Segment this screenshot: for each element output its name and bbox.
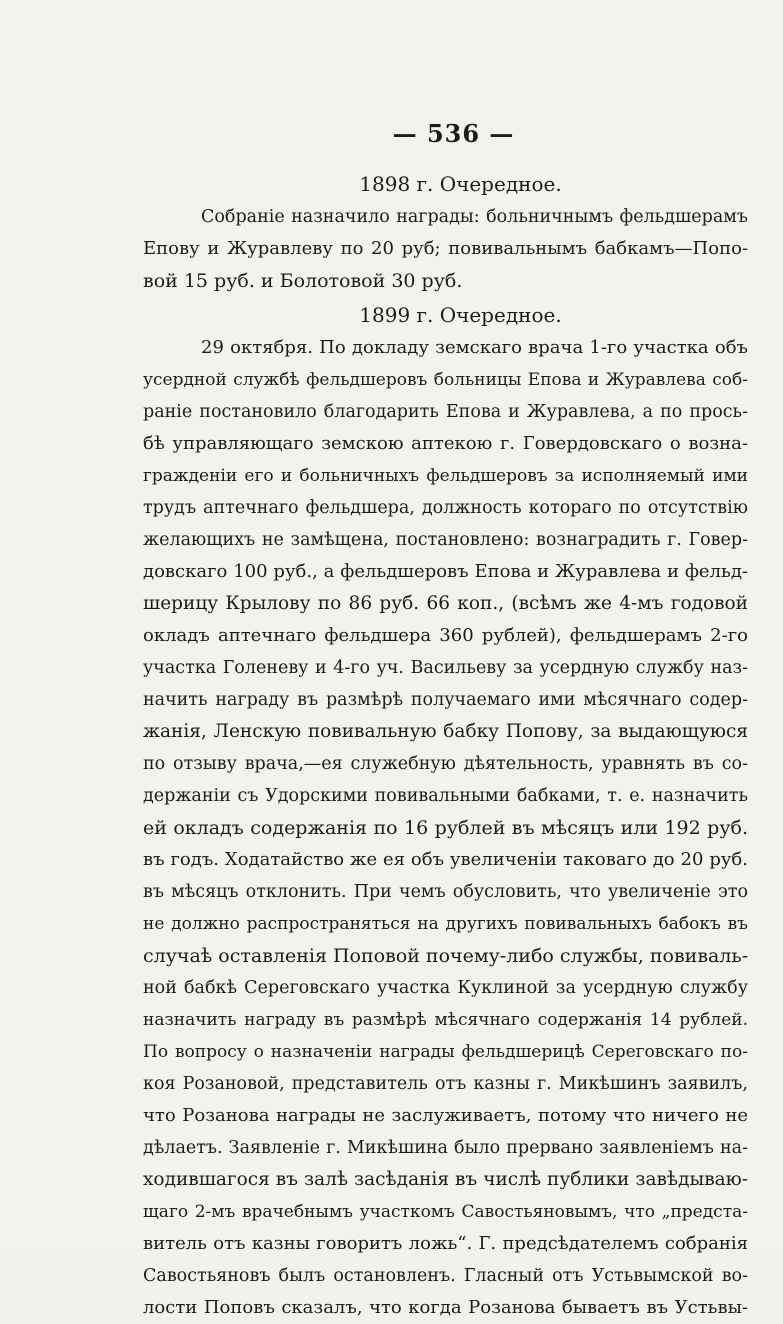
text-line: случаѣ оставленія Поповой почему-либо службы, повиваль- bbox=[143, 945, 748, 967]
text-line: лости Поповъ сказалъ, что когда Розанова бываетъ въ Устьвы- bbox=[143, 1297, 748, 1318]
text-line: коя Розановой, представитель отъ казны г. Микѣшинъ заявилъ, bbox=[143, 1074, 748, 1094]
text-line: жанія, Ленскую повивальную бабку Попову, за выдающуюся bbox=[143, 721, 748, 742]
text-line: Собраніе назначило награды: больничнымъ фельдшерамъ bbox=[201, 207, 748, 227]
page-number: — 536 — bbox=[392, 119, 515, 148]
text-line: дѣлаетъ. Заявленіе г. Микѣшина было прервано заявленіемъ на- bbox=[143, 1138, 748, 1158]
section-1898 bbox=[143, 168, 748, 297]
text-line: Савостьяновъ былъ остановленъ. Гласный отъ Устьвымской во- bbox=[143, 1266, 748, 1286]
section-heading: 1898 г. Очередное. bbox=[359, 172, 562, 196]
text-line: По вопросу о назначеніи награды фельдшерицѣ Сереговскаго по- bbox=[143, 1042, 748, 1062]
text-line: назначить награду въ размѣрѣ мѣсячнаго содержанія 14 рублей. bbox=[143, 1010, 748, 1030]
text-block bbox=[143, 168, 748, 1324]
text-line: 29 октября. По докладу земскаго врача 1-го участка объ bbox=[201, 337, 748, 358]
text-line: начить награду въ размѣрѣ получаемаго ими мѣсячнаго содер- bbox=[143, 690, 748, 710]
text-line: щаго 2-мъ врачебнымъ участкомъ Савостьяновымъ, что „предста- bbox=[143, 1202, 748, 1222]
text-line: трудъ аптечнаго фельдшера, должность котораго по отсутствію bbox=[143, 498, 748, 518]
text-line: держаніи съ Удорскими повивальными бабками, т. е. назначить bbox=[143, 786, 748, 806]
text-line: окладъ аптечнаго фельдшера 360 рублей), фельдшерамъ 2-го bbox=[143, 625, 748, 646]
text-line: усердной службѣ фельдшеровъ больницы Епова и Журавлева соб- bbox=[143, 370, 748, 390]
text-line: ной бабкѣ Сереговскаго участка Куклиной за усердную службу bbox=[143, 978, 748, 998]
text-line: Епову и Журавлеву по 20 руб; повивальнымъ бабкамъ—Попо- bbox=[143, 238, 748, 259]
text-line: довскаго 100 руб., а фельдшеровъ Епова и Журавлева и фельд- bbox=[143, 561, 748, 582]
text-line: по отзыву врача,—ея служебную дѣятельность, уравнять въ со- bbox=[143, 754, 748, 774]
text-line: бѣ управляющаго земскою аптекою г. Говердовскаго о возна- bbox=[143, 433, 748, 454]
section-1899 bbox=[143, 299, 748, 1324]
section-heading: 1899 г. Очередное. bbox=[359, 303, 562, 327]
text-line: витель отъ казны говоритъ ложь“. Г. предсѣдателемъ собранія bbox=[143, 1233, 748, 1254]
text-line: въ мѣсяцъ отклонить. При чемъ обусловить, что увеличеніе это bbox=[143, 882, 748, 902]
text-line: вой 15 руб. и Болотовой 30 руб. bbox=[143, 270, 463, 292]
text-line: что Розанова награды не заслуживаетъ, потому что ничего не bbox=[143, 1105, 748, 1126]
text-line: въ годъ. Ходатайство же ея объ увеличеніи таковаго до 20 руб. bbox=[143, 849, 748, 870]
text-line: раніе постановило благодарить Епова и Журавлева, а по прось- bbox=[143, 402, 748, 422]
text-line: желающихъ не замѣщена, постановлено: вознаградить г. Говер- bbox=[143, 530, 748, 550]
text-line: участка Голеневу и 4-го уч. Васильеву за усердную службу наз- bbox=[143, 658, 748, 678]
text-line: гражденіи его и больничныхъ фельдшеровъ за исполняемый ими bbox=[143, 466, 748, 486]
text-line: шерицу Крылову по 86 руб. 66 коп., (всѣмъ же 4-мъ годовой bbox=[143, 593, 748, 614]
text-line: не должно распространяться на другихъ повивальныхъ бабокъ въ bbox=[143, 914, 748, 934]
text-line: ходившагося въ залѣ засѣданія въ числѣ публики завѣдываю- bbox=[143, 1169, 748, 1190]
text-line: ей окладъ содержанія по 16 рублей въ мѣсяцъ или 192 руб. bbox=[143, 817, 748, 839]
